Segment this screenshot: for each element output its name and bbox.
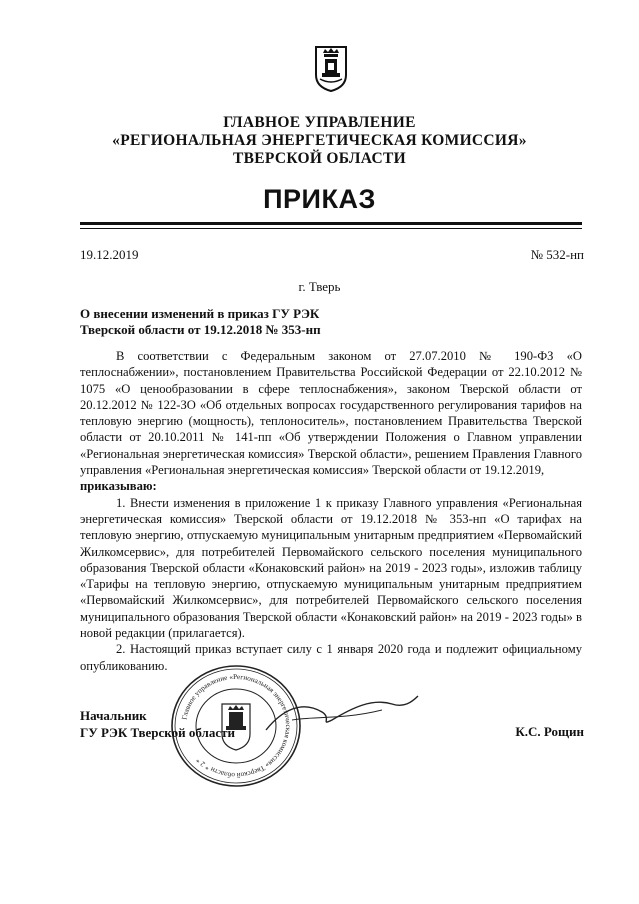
order-body (80, 348, 582, 674)
handwritten-signature-icon (262, 690, 422, 740)
seal-text: Главное управление «Региональная энергетическая комиссия» Тверской области * 2 * (180, 672, 293, 780)
tver-coat-of-arms-icon (314, 45, 348, 93)
order-number: № 532-нп (530, 247, 584, 262)
order-item-1: 1. Внести изменения в приложение 1 к приказу Главного управления «Региональная энергетическая комиссия» Тверской области от 19.12.2018 № 353-нп «О тарифах на тепловую энергию, отпускаемую муниципальным унитарным предприятием «Первомайский Жилкомсервис», для потребителей Первомайского сельского поселения муниципального образования Тверской области «Конаковский район» на 2019 - 2023 годы», изложив таблицу «Тарифы на тепловую энергию, отпускаемую муниципальным унитарным предприятием «Первомайский Жилкомсервис», для потребителей Первомайского сельского поселения муниципального образования Тверской области «Конаковский район» на 2019 - 2023 годы» в новой редакции (прилагается). (80, 495, 582, 641)
signatory-name: К.С. Рощин (515, 724, 584, 739)
document-type-title: ПРИКАЗ (263, 184, 376, 214)
order-item-2: 2. Настоящий приказ вступает силу с 1 января 2020 года и подлежит официальному опубликованию. (80, 642, 582, 673)
order-date: 19.12.2019 (80, 247, 139, 262)
org-name-line-2: «РЕГИОНАЛЬНАЯ ЭНЕРГЕТИЧЕСКАЯ КОМИССИЯ» (112, 132, 527, 149)
signatory-title (80, 707, 235, 741)
order-subject (80, 306, 321, 338)
signatory-title-line-1: Начальник (80, 708, 147, 723)
org-name-line-1: ГЛАВНОЕ УПРАВЛЕНИЕ (223, 114, 416, 131)
order-word: приказываю: (80, 479, 157, 494)
preamble-paragraph: В соответствии с Федеральным законом от 27.07.2010 № 190-ФЗ «О теплоснабжении», постановлением Правительства Российской Федерации от 22.10.2012 № 1075 «О ценообразовании в сфере теплоснабжения», законом Тверской области от 20.12.2012 № 122-ЗО «Об отдельных вопросах государственного регулирования тарифов на тепловую энергию (мощность), теплоноситель», постановлением Правительства Тверской области от 20.10.2011 № 141-пп «Об утверждении Положения о Главном управлении «Региональная энергетическая комиссия» Тверской области», решением Правления Главного управления «Региональная энергетическая комиссия» Тверской области от 19.12.2019, (80, 349, 582, 478)
header-divider-thick (80, 222, 582, 225)
order-city: г. Тверь (298, 279, 341, 294)
subject-line-1: О внесении изменений в приказ ГУ РЭК (80, 306, 320, 321)
subject-line-2: Тверской области от 19.12.2018 № 353-нп (80, 322, 321, 337)
signatory-title-line-2: ГУ РЭК Тверской области (80, 725, 235, 740)
header-divider-thin (80, 228, 582, 229)
org-name-line-3: ТВЕРСКОЙ ОБЛАСТИ (233, 150, 406, 167)
